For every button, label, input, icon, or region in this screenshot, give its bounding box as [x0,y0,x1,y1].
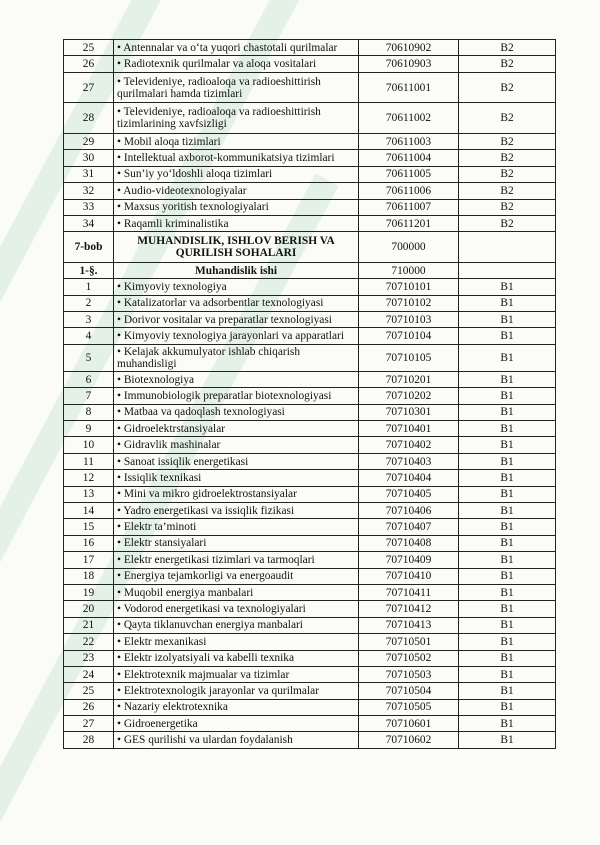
row-code: 70710407 [359,519,459,535]
row-number: 26 [64,699,114,715]
row-level: B1 [459,421,556,437]
row-level: B1 [459,584,556,600]
table-row [64,568,556,584]
table-row [64,183,556,199]
table-row [64,421,556,437]
row-code: 70611002 [359,103,459,134]
row-number: 20 [64,601,114,617]
row-code: 70611001 [359,72,459,103]
table-row [64,166,556,182]
row-name: • Matbaa va qadoqlash texnologiyasi [114,404,359,420]
row-number: 18 [64,568,114,584]
row-level: B2 [459,150,556,166]
row-level: B1 [459,437,556,453]
table-row [64,732,556,748]
table-row [64,150,556,166]
row-name: • Elektr izolyatsiyali va kabelli texnika [114,650,359,666]
chapter-level [459,232,556,263]
row-number: 15 [64,519,114,535]
row-name: • Televideniye, radioaloqa va radioeshittirish tizimlarining xavfsizligi [114,103,359,134]
row-code: 70710103 [359,312,459,328]
row-level: B1 [459,535,556,551]
row-name: • Sanoat issiqlik energetikasi [114,453,359,469]
row-code: 70611007 [359,199,459,215]
table-row [64,453,556,469]
table-row [64,72,556,103]
row-code: 70710101 [359,279,459,295]
row-name: • Biotexnologiya [114,371,359,387]
table-row [64,133,556,149]
table-row [64,650,556,666]
subsection-code: 710000 [359,262,459,278]
row-name: • Mini va mikro gidroelektrostansiyalar [114,486,359,502]
table-row [64,295,556,311]
table-row [64,617,556,633]
row-level: B1 [459,486,556,502]
row-number: 25 [64,683,114,699]
row-name: • Audio-videotexnologiyalar [114,183,359,199]
row-code: 70710502 [359,650,459,666]
row-number: 7 [64,388,114,404]
row-name: • Energiya tejamkorligi va energoaudit [114,568,359,584]
table-row [64,437,556,453]
row-number: 3 [64,312,114,328]
table-row [64,470,556,486]
row-code: 70710301 [359,404,459,420]
chapter-number: 7-bob [64,232,114,263]
row-code: 70611201 [359,215,459,231]
table-row [64,56,556,72]
row-number: 19 [64,584,114,600]
row-number: 28 [64,732,114,748]
row-name: • Katalizatorlar va adsorbentlar texnologiyasi [114,295,359,311]
row-code: 70710601 [359,716,459,732]
row-level: B1 [459,371,556,387]
table-row [64,601,556,617]
table-row [64,535,556,551]
chapter-code: 700000 [359,232,459,263]
row-level: B1 [459,634,556,650]
row-code: 70710401 [359,421,459,437]
row-name: • Elektrotexnik majmualar va tizimlar [114,666,359,682]
row-level: B2 [459,199,556,215]
row-level: B1 [459,683,556,699]
table-row [64,666,556,682]
row-level: B1 [459,650,556,666]
row-code: 70710411 [359,584,459,600]
row-name: • Qayta tiklanuvchan energiya manbalari [114,617,359,633]
table-row [64,519,556,535]
row-level: B1 [459,699,556,715]
row-level: B2 [459,103,556,134]
row-number: 10 [64,437,114,453]
row-code: 70611006 [359,183,459,199]
row-name: • Televideniye, radioaloqa va radioeshittirish qurilmalari hamda tizimlari [114,72,359,103]
row-code: 70710503 [359,666,459,682]
row-code: 70710402 [359,437,459,453]
row-level: B1 [459,344,556,371]
row-name: • Kimyoviy texnologiya [114,279,359,295]
table-row [64,215,556,231]
row-code: 70710202 [359,388,459,404]
row-level: B1 [459,732,556,748]
row-name: • Issiqlik texnikasi [114,470,359,486]
row-name: • Yadro energetikasi va issiqlik fizikasi [114,502,359,518]
table-row [64,328,556,344]
row-code: 70710404 [359,470,459,486]
row-number: 26 [64,56,114,72]
chapter-title: MUHANDISLIK, ISHLOV BERISH VA QURILISH SOHALARI [114,232,359,263]
row-number: 2 [64,295,114,311]
table-row [64,683,556,699]
row-name: • GES qurilishi va ulardan foydalanish [114,732,359,748]
row-code: 70610902 [359,40,459,56]
row-number: 25 [64,40,114,56]
chapter-row [64,232,556,263]
row-name: • Elektr mexanikasi [114,634,359,650]
row-name: • Kimyoviy texnologiya jarayonlari va apparatlari [114,328,359,344]
row-name: • Elektr energetikasi tizimlari va tarmoqlari [114,552,359,568]
row-number: 24 [64,666,114,682]
row-code: 70710413 [359,617,459,633]
row-number: 17 [64,552,114,568]
row-number: 29 [64,133,114,149]
row-level: B1 [459,453,556,469]
row-level: B1 [459,312,556,328]
row-number: 4 [64,328,114,344]
table-row [64,552,556,568]
table-row [64,371,556,387]
row-level: B2 [459,183,556,199]
table-row [64,103,556,134]
row-number: 5 [64,344,114,371]
row-code: 70710408 [359,535,459,551]
row-level: B1 [459,502,556,518]
table-row [64,312,556,328]
table-row [64,502,556,518]
table-row [64,716,556,732]
row-name: • Sun’iy yo‘ldoshli aloqa tizimlari [114,166,359,182]
row-number: 27 [64,716,114,732]
table-row [64,344,556,371]
row-name: • Gidravlik mashinalar [114,437,359,453]
row-name: • Dorivor vositalar va preparatlar texnologiyasi [114,312,359,328]
row-code: 70710105 [359,344,459,371]
row-code: 70611004 [359,150,459,166]
row-name: • Elektr ta’minoti [114,519,359,535]
row-number: 13 [64,486,114,502]
row-number: 12 [64,470,114,486]
row-code: 70710102 [359,295,459,311]
row-code: 70710412 [359,601,459,617]
row-name: • Intellektual axborot-kommunikatsiya tizimlari [114,150,359,166]
row-number: 31 [64,166,114,182]
row-name: • Muqobil energiya manbalari [114,584,359,600]
row-name: • Mobil aloqa tizimlari [114,133,359,149]
row-level: B1 [459,404,556,420]
row-code: 70710409 [359,552,459,568]
row-number: 22 [64,634,114,650]
table-row [64,388,556,404]
row-number: 34 [64,215,114,231]
row-level: B2 [459,40,556,56]
row-code: 70710201 [359,371,459,387]
row-code: 70610903 [359,56,459,72]
row-level: B2 [459,72,556,103]
row-level: B1 [459,295,556,311]
row-code: 70710501 [359,634,459,650]
row-level: B1 [459,328,556,344]
row-name: • Elektr stansiyalari [114,535,359,551]
row-number: 23 [64,650,114,666]
row-level: B1 [459,470,556,486]
row-level: B1 [459,666,556,682]
table-body-headers [64,232,556,279]
row-code: 70710104 [359,328,459,344]
row-number: 6 [64,371,114,387]
table-row [64,404,556,420]
subsection-title: Muhandislik ishi [114,262,359,278]
row-code: 70710602 [359,732,459,748]
row-level: B1 [459,388,556,404]
table-row [64,699,556,715]
table-row [64,279,556,295]
row-number: 1 [64,279,114,295]
row-level: B2 [459,133,556,149]
subsection-number: 1-§. [64,262,114,278]
table-row [64,40,556,56]
row-number: 9 [64,421,114,437]
specialty-table [63,39,556,749]
row-code: 70710504 [359,683,459,699]
row-level: B1 [459,279,556,295]
row-code: 70710406 [359,502,459,518]
row-number: 16 [64,535,114,551]
row-number: 30 [64,150,114,166]
row-name: • Maxsus yoritish texnologiyalari [114,199,359,215]
row-level: B2 [459,215,556,231]
row-name: • Radiotexnik qurilmalar va aloqa vositalari [114,56,359,72]
row-number: 28 [64,103,114,134]
row-name: • Raqamli kriminalistika [114,215,359,231]
row-name: • Nazariy elektrotexnika [114,699,359,715]
table-row [64,486,556,502]
table-row [64,634,556,650]
row-level: B1 [459,568,556,584]
row-code: 70611005 [359,166,459,182]
row-name: • Gidroelektrstansiyalar [114,421,359,437]
row-number: 11 [64,453,114,469]
subsection-row [64,262,556,278]
row-name: • Antennalar va o‘ta yuqori chastotali qurilmalar [114,40,359,56]
row-code: 70710405 [359,486,459,502]
row-level: B1 [459,601,556,617]
table-row [64,199,556,215]
row-number: 14 [64,502,114,518]
table-body-bottom [64,279,556,749]
row-level: B1 [459,519,556,535]
row-number: 27 [64,72,114,103]
row-name: • Vodorod energetikasi va texnologiyalari [114,601,359,617]
row-name: • Gidroenergetika [114,716,359,732]
row-code: 70710403 [359,453,459,469]
row-number: 21 [64,617,114,633]
row-code: 70710505 [359,699,459,715]
row-level: B1 [459,552,556,568]
row-code: 70710410 [359,568,459,584]
subsection-level [459,262,556,278]
row-level: B2 [459,166,556,182]
row-level: B2 [459,56,556,72]
row-level: B1 [459,716,556,732]
row-level: B1 [459,617,556,633]
table-row [64,584,556,600]
row-name: • Kelajak akkumulyator ishlab chiqarish muhandisligi [114,344,359,371]
row-number: 33 [64,199,114,215]
row-number: 32 [64,183,114,199]
row-number: 8 [64,404,114,420]
table-body-top [64,40,556,232]
row-name: • Elektrotexnologik jarayonlar va qurilmalar [114,683,359,699]
row-code: 70611003 [359,133,459,149]
row-name: • Immunobiologik preparatlar biotexnologiyasi [114,388,359,404]
